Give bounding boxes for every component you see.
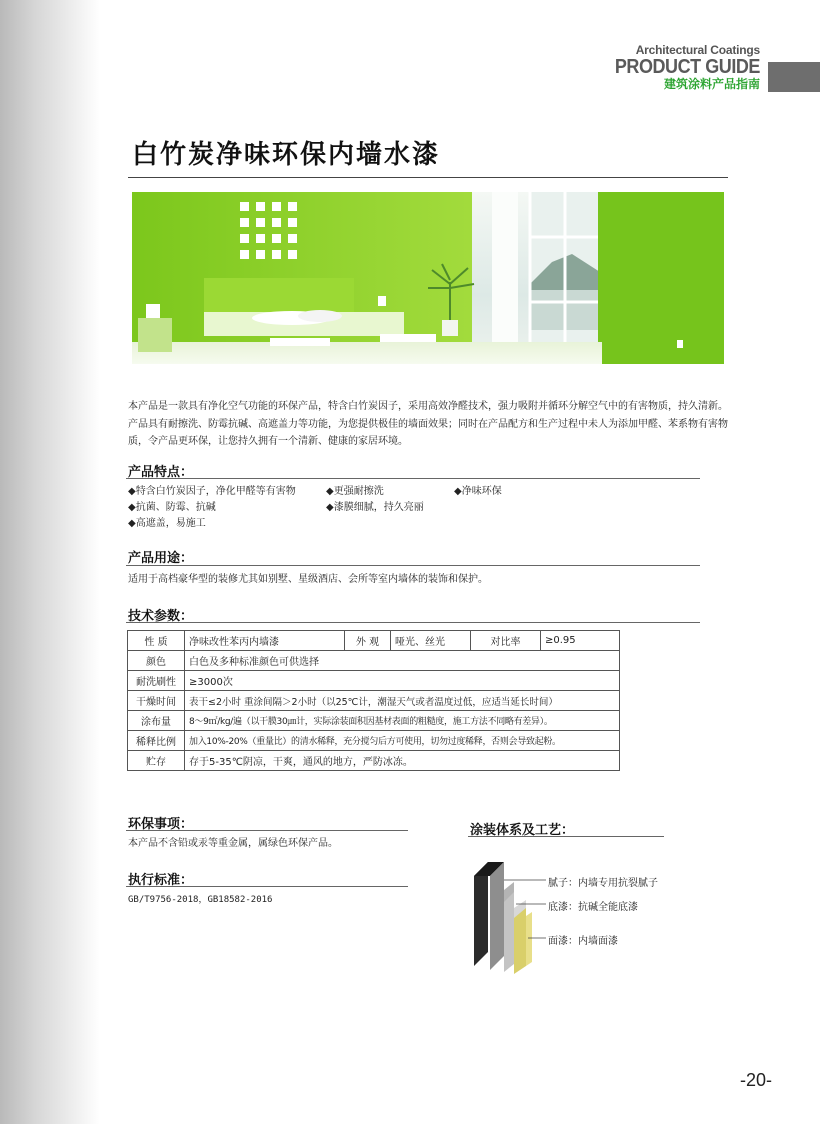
table-row xyxy=(128,671,620,691)
title-divider xyxy=(128,177,728,178)
wall-substrate xyxy=(474,862,488,966)
putty-label: 腻子：内墙专用抗裂腻子 xyxy=(548,878,658,889)
page-title: 白竹炭净味环保内墙水漆 xyxy=(132,140,441,170)
table-row xyxy=(128,751,620,771)
eco-text: 本产品不含铅或汞等重金属，属绿色环保产品。 xyxy=(128,838,338,849)
feature-item: ◆高遮盖，易施工 xyxy=(128,518,206,529)
feature-item: ◆特含白竹炭因子，净化甲醛等有害物 xyxy=(128,486,296,497)
coating-layer-diagram xyxy=(470,856,700,986)
spec-value: 净味改性苯丙内墙漆 xyxy=(185,631,345,651)
spec-table xyxy=(127,630,620,771)
spec-label: 性 质 xyxy=(128,631,185,651)
intro-paragraph: 本产品是一款具有净化空气功能的环保产品，特含白竹炭因子，采用高效净醛技术，强力吸附并循环分解空气中的有害物质，持久清新。产品具有耐擦洗、防霉抗碱、高遮盖力等功能，为您提供极佳的墙面效果；同时在产品配方和生产过程中未人为添加甲醛、苯系物有害物质，令产品更环保，让您持久拥有一个清新、健康的家居环境。 xyxy=(128,401,728,447)
putty-layer xyxy=(490,862,504,970)
eco-divider xyxy=(126,830,408,831)
page-edge-gradient xyxy=(0,0,100,1124)
table-row xyxy=(128,731,620,751)
topcoat-layer xyxy=(514,908,526,974)
features-divider xyxy=(126,478,700,479)
standard-title: 执行标准： xyxy=(128,873,194,888)
specs-title: 技术参数： xyxy=(128,609,194,624)
specs-divider xyxy=(126,622,700,623)
spec-label: 外 观 xyxy=(345,631,391,651)
primer-label: 底漆：抗碱全能底漆 xyxy=(548,902,638,913)
eco-title: 环保事项： xyxy=(128,817,194,832)
brand-gray-block xyxy=(768,62,820,92)
spec-label: 对比率 xyxy=(471,631,541,651)
feature-item: ◆更强耐擦洗 xyxy=(326,486,384,497)
spec-label: 涂布量 xyxy=(128,711,185,731)
features-title: 产品特点： xyxy=(128,465,194,480)
spec-value: ≥0.95 xyxy=(541,631,620,651)
standard-divider xyxy=(126,886,408,887)
spec-value: 表干≤2小时 重涂间隔＞2小时（以25℃计，潮湿天气或者温度过低，应适当延长时间） xyxy=(185,691,620,711)
table-row xyxy=(128,631,620,651)
spec-label: 颜色 xyxy=(128,651,185,671)
primer-layer xyxy=(504,892,514,972)
usage-title: 产品用途： xyxy=(128,551,194,566)
spec-value: 白色及多种标准颜色可供选择 xyxy=(185,651,620,671)
spec-label: 稀释比例 xyxy=(128,731,185,751)
spec-value: 哑光、丝光 xyxy=(391,631,471,651)
brand-product-guide: PRODUCT GUIDE xyxy=(614,56,760,78)
spec-label: 耐洗刷性 xyxy=(128,671,185,691)
spec-value: 存于5-35℃阴凉，干爽，通风的地方，严防冰冻。 xyxy=(185,751,620,771)
table-row xyxy=(128,651,620,671)
brand-english: Architectural Coatings xyxy=(635,43,760,57)
standard-text: GB/T9756-2018，GB18582-2016 xyxy=(128,895,273,905)
usage-divider xyxy=(126,565,700,566)
table-row xyxy=(128,691,620,711)
table-row xyxy=(128,711,620,731)
spec-label: 贮存 xyxy=(128,751,185,771)
feature-item: ◆抗菌、防霉、抗碱 xyxy=(128,502,216,513)
brand-header xyxy=(560,44,760,92)
spec-value: 8～9㎡/kg/遍（以干膜30㎛计，实际涂装面积因基材表面的粗糙度，施工方法不同略有差异）。 xyxy=(185,711,620,731)
spec-value: ≥3000次 xyxy=(185,671,620,691)
brand-chinese: 建筑涂料产品指南 xyxy=(663,77,760,91)
topcoat-label: 面漆：内墙面漆 xyxy=(548,936,618,947)
system-title: 涂装体系及工艺： xyxy=(470,823,575,838)
topcoat-layer-side xyxy=(526,912,532,966)
page-number: -20- xyxy=(740,1070,773,1090)
feature-item: ◆漆膜细腻，持久亮丽 xyxy=(326,502,424,513)
bedroom-photo xyxy=(132,192,724,364)
usage-text: 适用于高档豪华型的装修尤其如别墅、星级酒店、会所等室内墙体的装饰和保护。 xyxy=(128,574,488,585)
system-divider xyxy=(468,836,664,837)
spec-value: 加入10%-20%（重量比）的清水稀释，充分搅匀后方可使用，切勿过度稀释，否则会导致起粉。 xyxy=(185,731,620,751)
feature-item: ◆净味环保 xyxy=(454,486,502,497)
spec-label: 干燥时间 xyxy=(128,691,185,711)
